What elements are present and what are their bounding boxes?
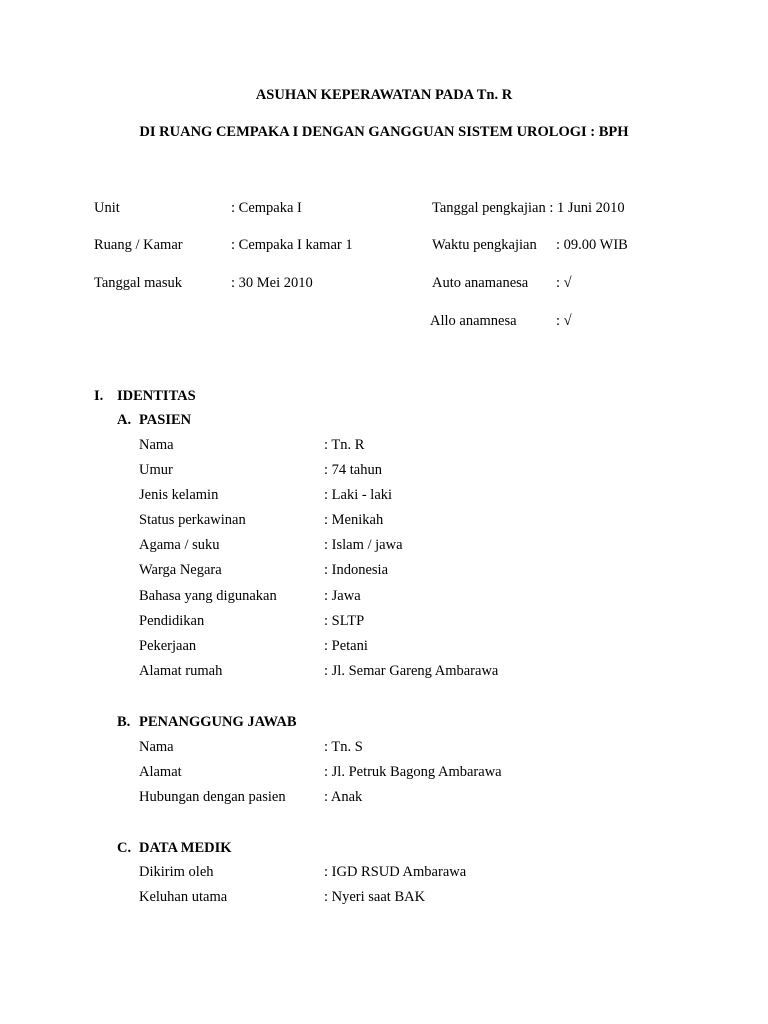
data-medik-number: C. bbox=[117, 840, 132, 856]
row-value: : IGD RSUD Ambarawa bbox=[324, 864, 467, 880]
allo-value: : √ bbox=[556, 313, 572, 329]
section-identitas-title: IDENTITAS bbox=[117, 388, 196, 404]
section-identitas-number: I. bbox=[94, 388, 104, 404]
penanggung-number: B. bbox=[117, 714, 131, 730]
row-label: Pendidikan bbox=[139, 613, 205, 629]
row-value: : Jl. Semar Gareng Ambarawa bbox=[324, 663, 499, 679]
row-label: Dikirim oleh bbox=[139, 864, 214, 880]
row-label: Bahasa yang digunakan bbox=[139, 588, 277, 604]
masuk-label: Tanggal masuk bbox=[94, 275, 182, 291]
row-label: Umur bbox=[139, 462, 173, 478]
masuk-value: : 30 Mei 2010 bbox=[231, 275, 313, 291]
waktu-value: : 09.00 WIB bbox=[556, 237, 628, 253]
row-label: Status perkawinan bbox=[139, 512, 246, 528]
row-value: : Tn. S bbox=[324, 739, 363, 755]
unit-label: Unit bbox=[94, 200, 120, 216]
auto-value: : √ bbox=[556, 275, 572, 291]
pasien-number: A. bbox=[117, 412, 132, 428]
row-value: : SLTP bbox=[324, 613, 365, 629]
row-value: : Indonesia bbox=[324, 562, 389, 578]
tanggal-pengkajian: Tanggal pengkajian : 1 Juni 2010 bbox=[432, 200, 625, 216]
row-label: Agama / suku bbox=[139, 537, 220, 553]
auto-label: Auto anamanesa bbox=[432, 275, 529, 291]
penanggung-title: PENANGGUNG JAWAB bbox=[139, 714, 297, 730]
row-value: : Petani bbox=[324, 638, 368, 654]
data-medik-title: DATA MEDIK bbox=[139, 840, 232, 856]
row-label: Keluhan utama bbox=[139, 889, 228, 905]
row-label: Nama bbox=[139, 437, 174, 453]
row-value: : Laki - laki bbox=[324, 487, 393, 503]
ruang-value: : Cempaka I kamar 1 bbox=[231, 237, 353, 253]
row-value: : Jl. Petruk Bagong Ambarawa bbox=[324, 764, 502, 780]
pasien-title: PASIEN bbox=[139, 412, 192, 428]
unit-value: : Cempaka I bbox=[231, 200, 302, 216]
row-value: : Jawa bbox=[324, 588, 361, 604]
waktu-label: Waktu pengkajian bbox=[432, 237, 537, 253]
row-value: : Menikah bbox=[324, 512, 384, 528]
row-label: Alamat rumah bbox=[139, 663, 223, 679]
row-value: : 74 tahun bbox=[324, 462, 382, 478]
row-value: : Tn. R bbox=[324, 437, 365, 453]
row-value: : Anak bbox=[324, 789, 363, 805]
row-label: Pekerjaan bbox=[139, 638, 197, 654]
document-subtitle: DI RUANG CEMPAKA I DENGAN GANGGUAN SISTEM UROLOGI : BPH bbox=[139, 124, 629, 140]
row-label: Jenis kelamin bbox=[139, 487, 219, 503]
document-title: ASUHAN KEPERAWATAN PADA Tn. R bbox=[255, 87, 513, 103]
allo-label: Allo anamnesa bbox=[430, 313, 517, 329]
row-value: : Islam / jawa bbox=[324, 537, 403, 553]
row-label: Hubungan dengan pasien bbox=[139, 789, 286, 805]
row-value: : Nyeri saat BAK bbox=[324, 889, 426, 905]
row-label: Alamat bbox=[139, 764, 182, 780]
row-label: Warga Negara bbox=[139, 562, 222, 578]
ruang-label: Ruang / Kamar bbox=[94, 237, 183, 253]
row-label: Nama bbox=[139, 739, 174, 755]
